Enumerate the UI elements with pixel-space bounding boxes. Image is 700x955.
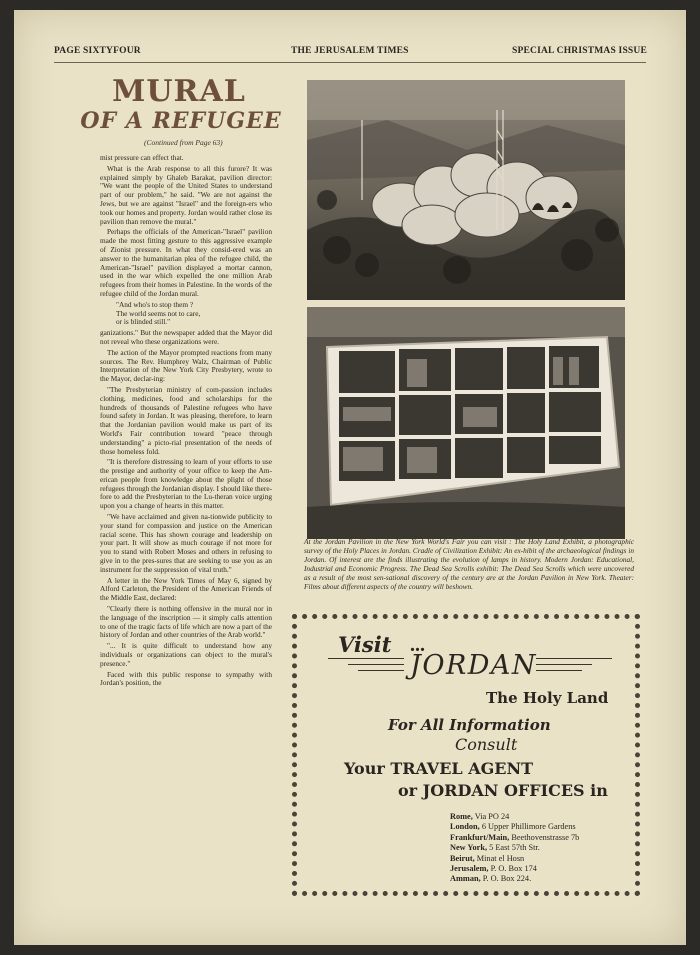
photo-caption: At the Jordan Pavilion in the New York World's Fair you can visit : The Holy Land Exhibit, a photographic survey of the Holy Places in Jordan. Cradle of Civilization Exhibit: An ex-hibit of the archaeological findings in Jordan. Of interest are the finds illustrating the evolution of lamps in history. Modern Jordan: Educational, Industrial and Economic Progress. The Dead Sea Scrolls exhibit: The Dead Sea Scrolls which were uncovered as a result of the most sen-sational discovery of the century are at the Jordan Pavilion in New York. Theater: Films about different aspects of the country will beshown. xyxy=(304,537,634,591)
ad-visit: Visit xyxy=(338,632,392,657)
office-street: 6 Upper Phillimore Gardens xyxy=(481,822,576,832)
paragraph: "It is therefore distressing to learn of your efforts to use the prestige and authority of your office to keep the Am-erican people from knowledge about the plight of those refugees through the Jordanian display. I should like there-fore to add the Presbyterian to the Lu-theran voice urging upon you a change of hearts in this matter. xyxy=(100,457,272,511)
article-title-line1: MURAL xyxy=(112,74,246,109)
office-city: New York, xyxy=(450,843,488,853)
office-city: London, xyxy=(450,822,480,832)
ad-jordan: JORDAN xyxy=(410,650,538,681)
office-city: Rome, xyxy=(450,812,473,821)
ad-for-all-information: For All Information xyxy=(388,716,551,734)
ad-dots: ... xyxy=(410,634,425,656)
continued-note: (Continued from Page 63) xyxy=(144,138,223,147)
office-street: Minat el Hosn xyxy=(476,853,525,863)
office-address xyxy=(450,812,579,822)
office-address xyxy=(450,833,579,843)
office-address xyxy=(450,843,579,853)
office-city: Amman, xyxy=(450,874,481,884)
office-city: Frankfurt/Main, xyxy=(450,832,510,842)
ad-rule xyxy=(328,658,404,659)
paragraph: The action of the Mayor prompted reactions from many sources. The Rev. Humphrey Walz, Chairman of Public Interpretation of the New York City Presbytery, wrote to the Mayor, declar-ing: xyxy=(100,347,272,384)
ad-rule xyxy=(536,664,592,665)
ad-rule xyxy=(348,664,404,665)
paragraph: What is the Arab response to all this furore? It was explained simply by Ghaleb Barakat, pavilion director: "We want the people of the United States to understand part of our problem," he said. "We are not against the Jews, but we are against "Israel" and the foreign-ers who took our homes and property. Jordan would rather close its pavilion than remove the mural." xyxy=(100,163,272,226)
office-address xyxy=(450,822,579,832)
paragraph: Perhaps the officials of the American-"Israel" pavilion made the most fitting gesture to this aggressive example of Zionist pressure. In what they consid-ered was an answer to the humanitarian plea of the refugee child, the American-"Israel" pavilion displayed a mortar cannon, used in the war which expelled the one million Arab refugees from their homes in Palestine. In the words of the refugee child of the Jordan mural. xyxy=(100,227,272,298)
ad-consult: Consult xyxy=(455,735,518,754)
office-city: Beirut, xyxy=(450,853,475,863)
ad-holy-land: The Holy Land xyxy=(486,689,609,707)
paragraph: "The Presbyterian ministry of com-passion includes clothing, medicines, food and scholarships for the hundreds of thousands of Palestine refugees who have found safety in Jordan. It was pleasing, therefore, to learn that the Jordanian pavilion would make us part of its World's Fair contribution toward "peace through understanding" a picto-rial presentation of the needs of those homeless fold. xyxy=(100,384,272,456)
header-rule xyxy=(54,62,646,63)
paragraph: ganizations." But the newspaper added that the Mayor did not reveal who these organizations were. xyxy=(100,328,272,346)
paragraph: A letter in the New York Times of May 6, signed by Alford Carleton, the President of the American Friends of the Middle East, declared: xyxy=(100,575,272,603)
office-address xyxy=(450,854,579,864)
paragraph: "We have acclaimed and given na-tionwide publicity to your stand for compassion and justice on the American racial scene. This has shown courage and leadership on your part. It will show as much courage if not more for you to stand with Robert Moses and others in refusing to give in to the pres-sures that are seeking to use you as an instrument for the suppression of vital truth." xyxy=(100,512,272,574)
newspaper-page xyxy=(14,10,686,945)
office-address xyxy=(450,874,579,884)
paragraph: "Clearly there is nothing offensive in the mural nor in the language of the inscription — it simply calls attention to one of the tragic facts of life which are now a part of the history of Jordan and other countries of the Arab world." xyxy=(100,604,272,640)
article-body xyxy=(100,154,272,690)
office-street: Via PO 24 xyxy=(474,812,510,821)
exhibit-display-photo xyxy=(307,307,625,539)
office-street: P. O. Box 174 xyxy=(490,864,537,874)
paragraph: "... It is quite difficult to understand how any individuals or organizations can object to the mural's presence." xyxy=(100,641,272,668)
ad-travel-agent: Your TRAVEL AGENT xyxy=(344,759,534,778)
office-address-list xyxy=(450,812,579,885)
ad-rule xyxy=(536,658,612,659)
office-street: 5 East 57th Str. xyxy=(489,843,540,853)
paragraph: mist pressure can effect that. xyxy=(100,153,184,162)
office-street: Beethovenstrasse 7b xyxy=(511,832,580,842)
office-address xyxy=(450,864,579,874)
verse: "And who's to stop them ? The world seems not to care, or is blinded still." xyxy=(116,299,201,327)
ad-rule xyxy=(358,670,404,671)
pavilion-aerial-photo xyxy=(307,80,625,300)
office-street: P. O. Box 224. xyxy=(482,874,532,884)
article-title-line2: OF A REFUGEE xyxy=(80,108,282,134)
page-number: PAGE SIXTYFOUR xyxy=(54,46,141,56)
issue-name: SPECIAL CHRISTMAS ISSUE xyxy=(512,46,648,56)
jordan-advertisement xyxy=(292,614,644,898)
paragraph: Faced with this public response to sympathy with Jordan's position, the xyxy=(100,669,272,688)
ad-jordan-offices: or JORDAN OFFICES in xyxy=(398,781,608,800)
ad-rule xyxy=(536,670,582,671)
newspaper-name: THE JERUSALEM TIMES xyxy=(291,46,409,56)
office-city: Jerusalem, xyxy=(450,864,489,874)
